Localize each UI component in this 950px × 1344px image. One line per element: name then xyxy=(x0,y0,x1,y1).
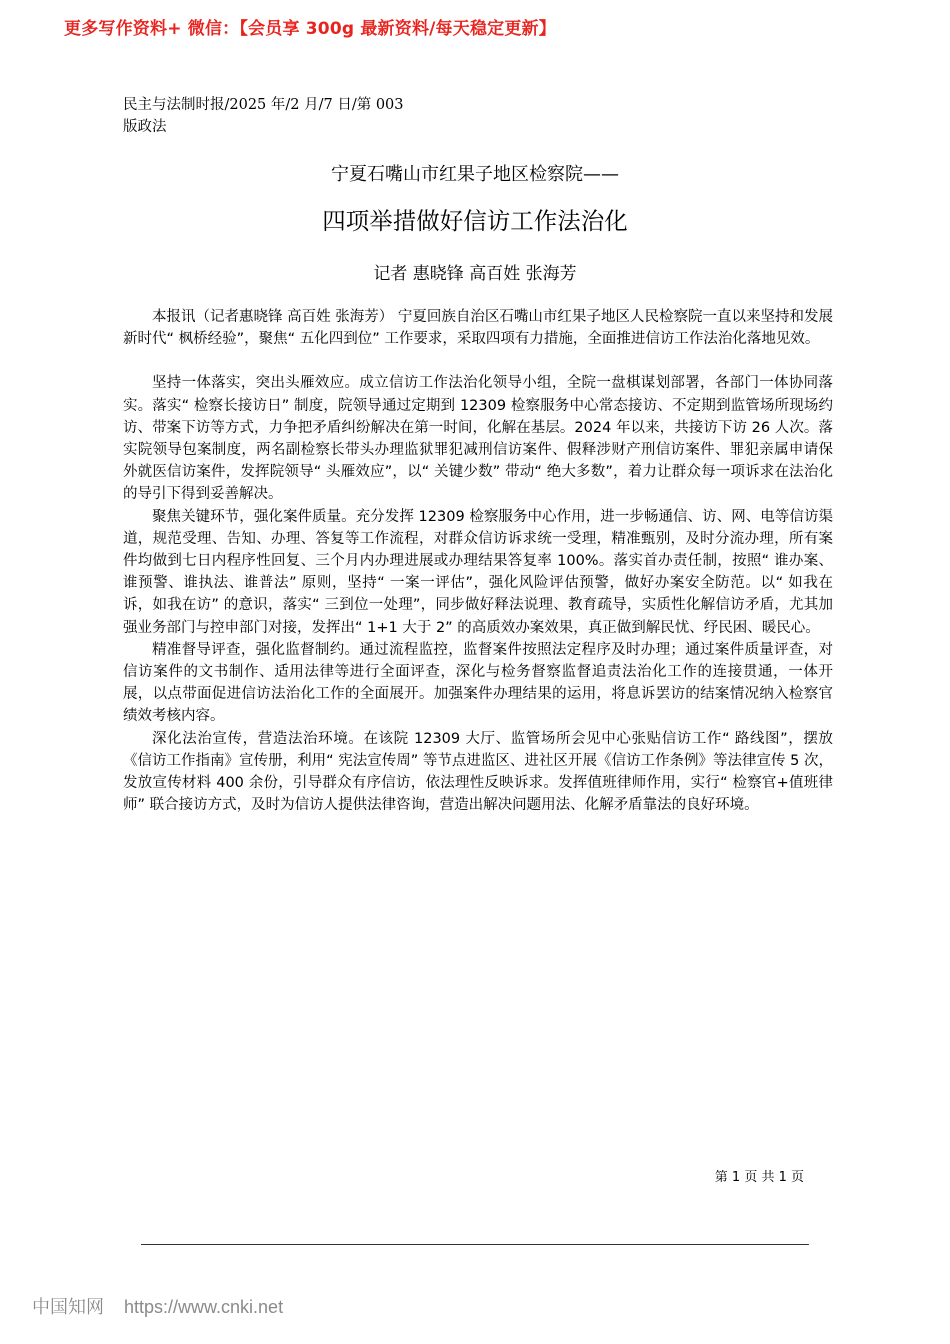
source-line-2: 版政法 xyxy=(123,119,167,135)
paragraph: 坚持一体落实，突出头雁效应。成立信访工作法治化领导小组，全院一盘棋谋划部署，各部门一体协同落实。落实“ 检察长接访日” 制度，院领导通过定期到 12309 检察服务中心常态接访、不定期到监管场所现场约访、带案下访等方式，力争把矛盾纠纷解决在第一时间，化解在基层。2024 年以来，共接访下访 26 人次。落实院领导包案制度，两名副检察长带头办理监狱罪犯减刑信访案件、假释涉财产刑信访案件、罪犯亲属申请保外就医信访案件，发挥院领导“ 头雁效应”，以“ 关键少数” 带动“ 绝大多数”，着力让群众每一项诉求在法治化的导引下得到妥善解决。 xyxy=(123,375,833,503)
source-line-1: 民主与法制时报/2025 年/2 月/7 日/第 003 xyxy=(123,97,404,113)
paragraph: 精准督导评查，强化监督制约。通过流程监控，监督案件按照法定程序及时办理；通过案件质量评查，对信访案件的文书制作、适用法律等进行全面评查，深化与检务督察监督追责法治化工作的连接贯通，一体开展，以点带面促进信访法治化工作的全面展开。加强案件办理结果的运用，将息诉罢访的结案情况纳入检察官绩效考核内容。 xyxy=(123,641,833,725)
promo-banner: 更多写作资料+ 微信：【会员享 300g 最新资料/每天稳定更新】 xyxy=(64,19,556,39)
article-subtitle: 宁夏石嘴山市红果子地区检察院—— xyxy=(331,164,619,185)
page-indicator: 第 1 页 共 1 页 xyxy=(714,1170,804,1185)
footer-url[interactable]: https://www.cnki.net xyxy=(124,1297,284,1317)
footer-divider xyxy=(141,1244,809,1245)
article-title: 四项举措做好信访工作法治化 xyxy=(322,207,628,235)
source-info xyxy=(123,94,404,138)
article-byline: 记者 惠晓锋 高百姓 张海芳 xyxy=(373,264,577,284)
footer-brand: 中国知网 xyxy=(32,1297,104,1318)
footer xyxy=(32,1293,283,1319)
article-body xyxy=(123,306,833,816)
paragraph: 深化法治宣传，营造法治环境。在该院 12309 大厅、监管场所会见中心张贴信访工作“ 路线图”，摆放《信访工作指南》宣传册，利用“ 宪法宣传周” 等节点进监区、进社区开展《信访工作条例》等法律宣传 5 次，发放宣传材料 400 余份，引导群众有序信访，依法理性反映诉求。发挥值班律师作用，实行“ 检察官+值班律师” 联合接访方式，及时为信访人提供法律咨询，营造出解决问题用法、化解矛盾靠法的良好环境。 xyxy=(123,730,833,814)
paragraph: 聚焦关键环节，强化案件质量。充分发挥 12309 检察服务中心作用，进一步畅通信、访、网、电等信访渠道，规范受理、告知、办理、答复等工作流程，对群众信访诉求统一受理，精准甄别，及时分流办理，所有案件均做到七日内程序性回复、三个月内办理进展或办理结果答复率 100%。落实首办责任制，按照“ 谁办案、谁预警、谁执法、谁普法” 原则，坚持“ 一案一评估”，强化风险评估预警，做好办案安全防范。以“ 如我在诉，如我在访” 的意识，落实“ 三到位一处理”，同步做好释法说理、教育疏导，实质性化解信访矛盾，尤其加强业务部门与控申部门对接，发挥出“ 1+1 大于 2” 的高质效办案效果，真正做到解民忧、纾民困、暖民心。 xyxy=(123,508,833,636)
paragraph-lead: 本报讯（记者惠晓锋 高百姓 张海芳） 宁夏回族自治区石嘴山市红果子地区人民检察院一直以来坚持和发展新时代“ 枫桥经验”，聚焦“ 五化四到位” 工作要求，采取四项有力措施，全面推进信访工作法治化落地见效。 xyxy=(123,309,833,348)
